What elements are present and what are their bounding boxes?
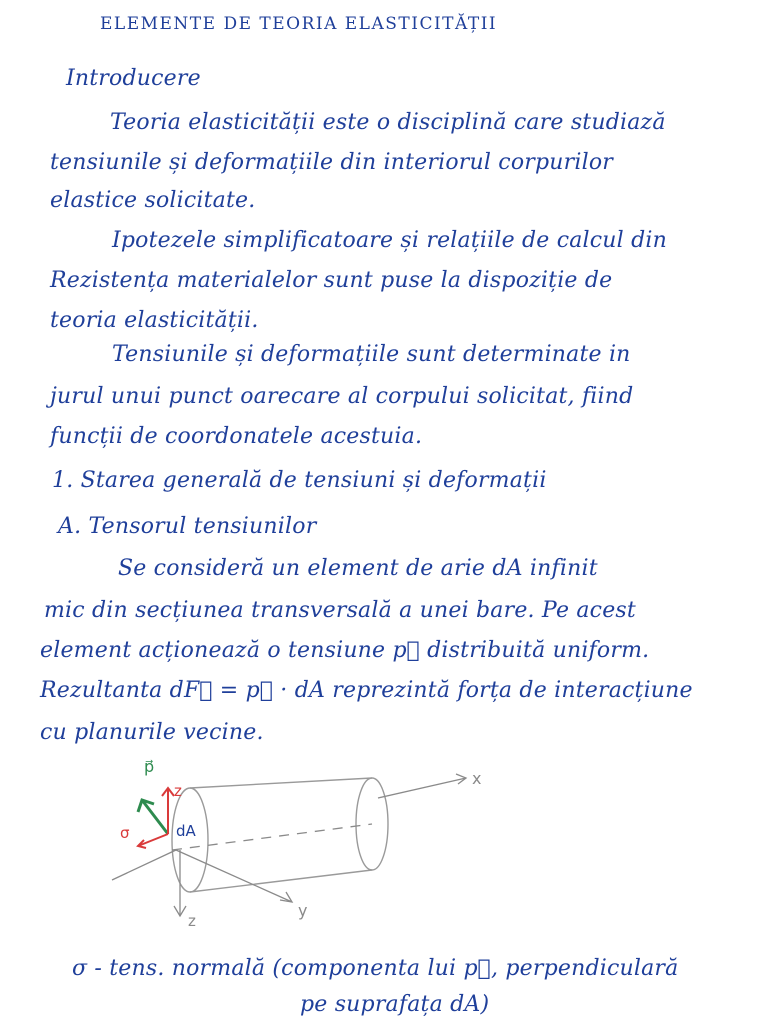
z-down-axis-arrow (174, 850, 186, 916)
sigma-arrow (138, 834, 168, 848)
label-sigma: σ (120, 824, 130, 842)
text-line: Teoria elasticității este o disciplină care studiază (110, 110, 666, 135)
page-title: ELEMENTE DE TEORIA ELASTICITĂȚII (100, 14, 498, 34)
cylinder-outline (172, 778, 388, 892)
text-line: Rezultanta dF⃗ = p⃗ · dA reprezintă forța de interacțiune (40, 678, 693, 703)
text-line: Ipotezele simplificatoare și relațiile de calcul din (112, 228, 667, 253)
section-heading-starea-generala: 1. Starea generală de tensiuni și deformații (52, 468, 547, 493)
text-line: jurul unui punct oarecare al corpului solicitat, fiind (50, 384, 634, 409)
label-dA: dA (176, 822, 196, 840)
text-line: elastice solicitate. (50, 188, 256, 213)
label-z-up: z (174, 782, 182, 800)
bar-element-figure (0, 750, 768, 950)
x-axis-arrow (378, 774, 466, 798)
text-line: σ - tens. normală (componenta lui p⃗, perpendiculară (72, 956, 679, 981)
text-line: tensiunile și deformațiile din interiorul corpurilor (50, 150, 613, 175)
label-x-axis: x (472, 769, 482, 788)
dashed-axis (172, 824, 372, 850)
text-line: funcții de coordonatele acestuia. (50, 424, 423, 449)
section-heading-tensorul-tensiunilor: A. Tensorul tensiunilor (58, 514, 317, 539)
text-line: element acționează o tensiune p⃗ distribuită uniform. (40, 638, 650, 663)
text-line: mic din secțiunea transversală a unei bare. Pe acest (44, 598, 636, 623)
label-y-axis: y (298, 901, 308, 920)
text-line: Tensiunile și deformațiile sunt determinate in (112, 342, 631, 367)
text-line: Se consideră un element de arie dA infinit (118, 556, 598, 581)
y-axis-arrow (112, 850, 292, 902)
text-line: pe suprafața dA) (300, 992, 490, 1017)
text-line: Rezistența materialelor sunt puse la dispoziție de (50, 268, 613, 293)
p-vector-arrow (138, 800, 168, 834)
text-line: teoria elasticității. (50, 308, 259, 333)
section-heading-introducere: Introducere (66, 66, 201, 91)
label-z-down: z (188, 912, 196, 930)
text-line: cu planurile vecine. (40, 720, 264, 745)
label-p-vector: p⃗ (144, 757, 155, 776)
